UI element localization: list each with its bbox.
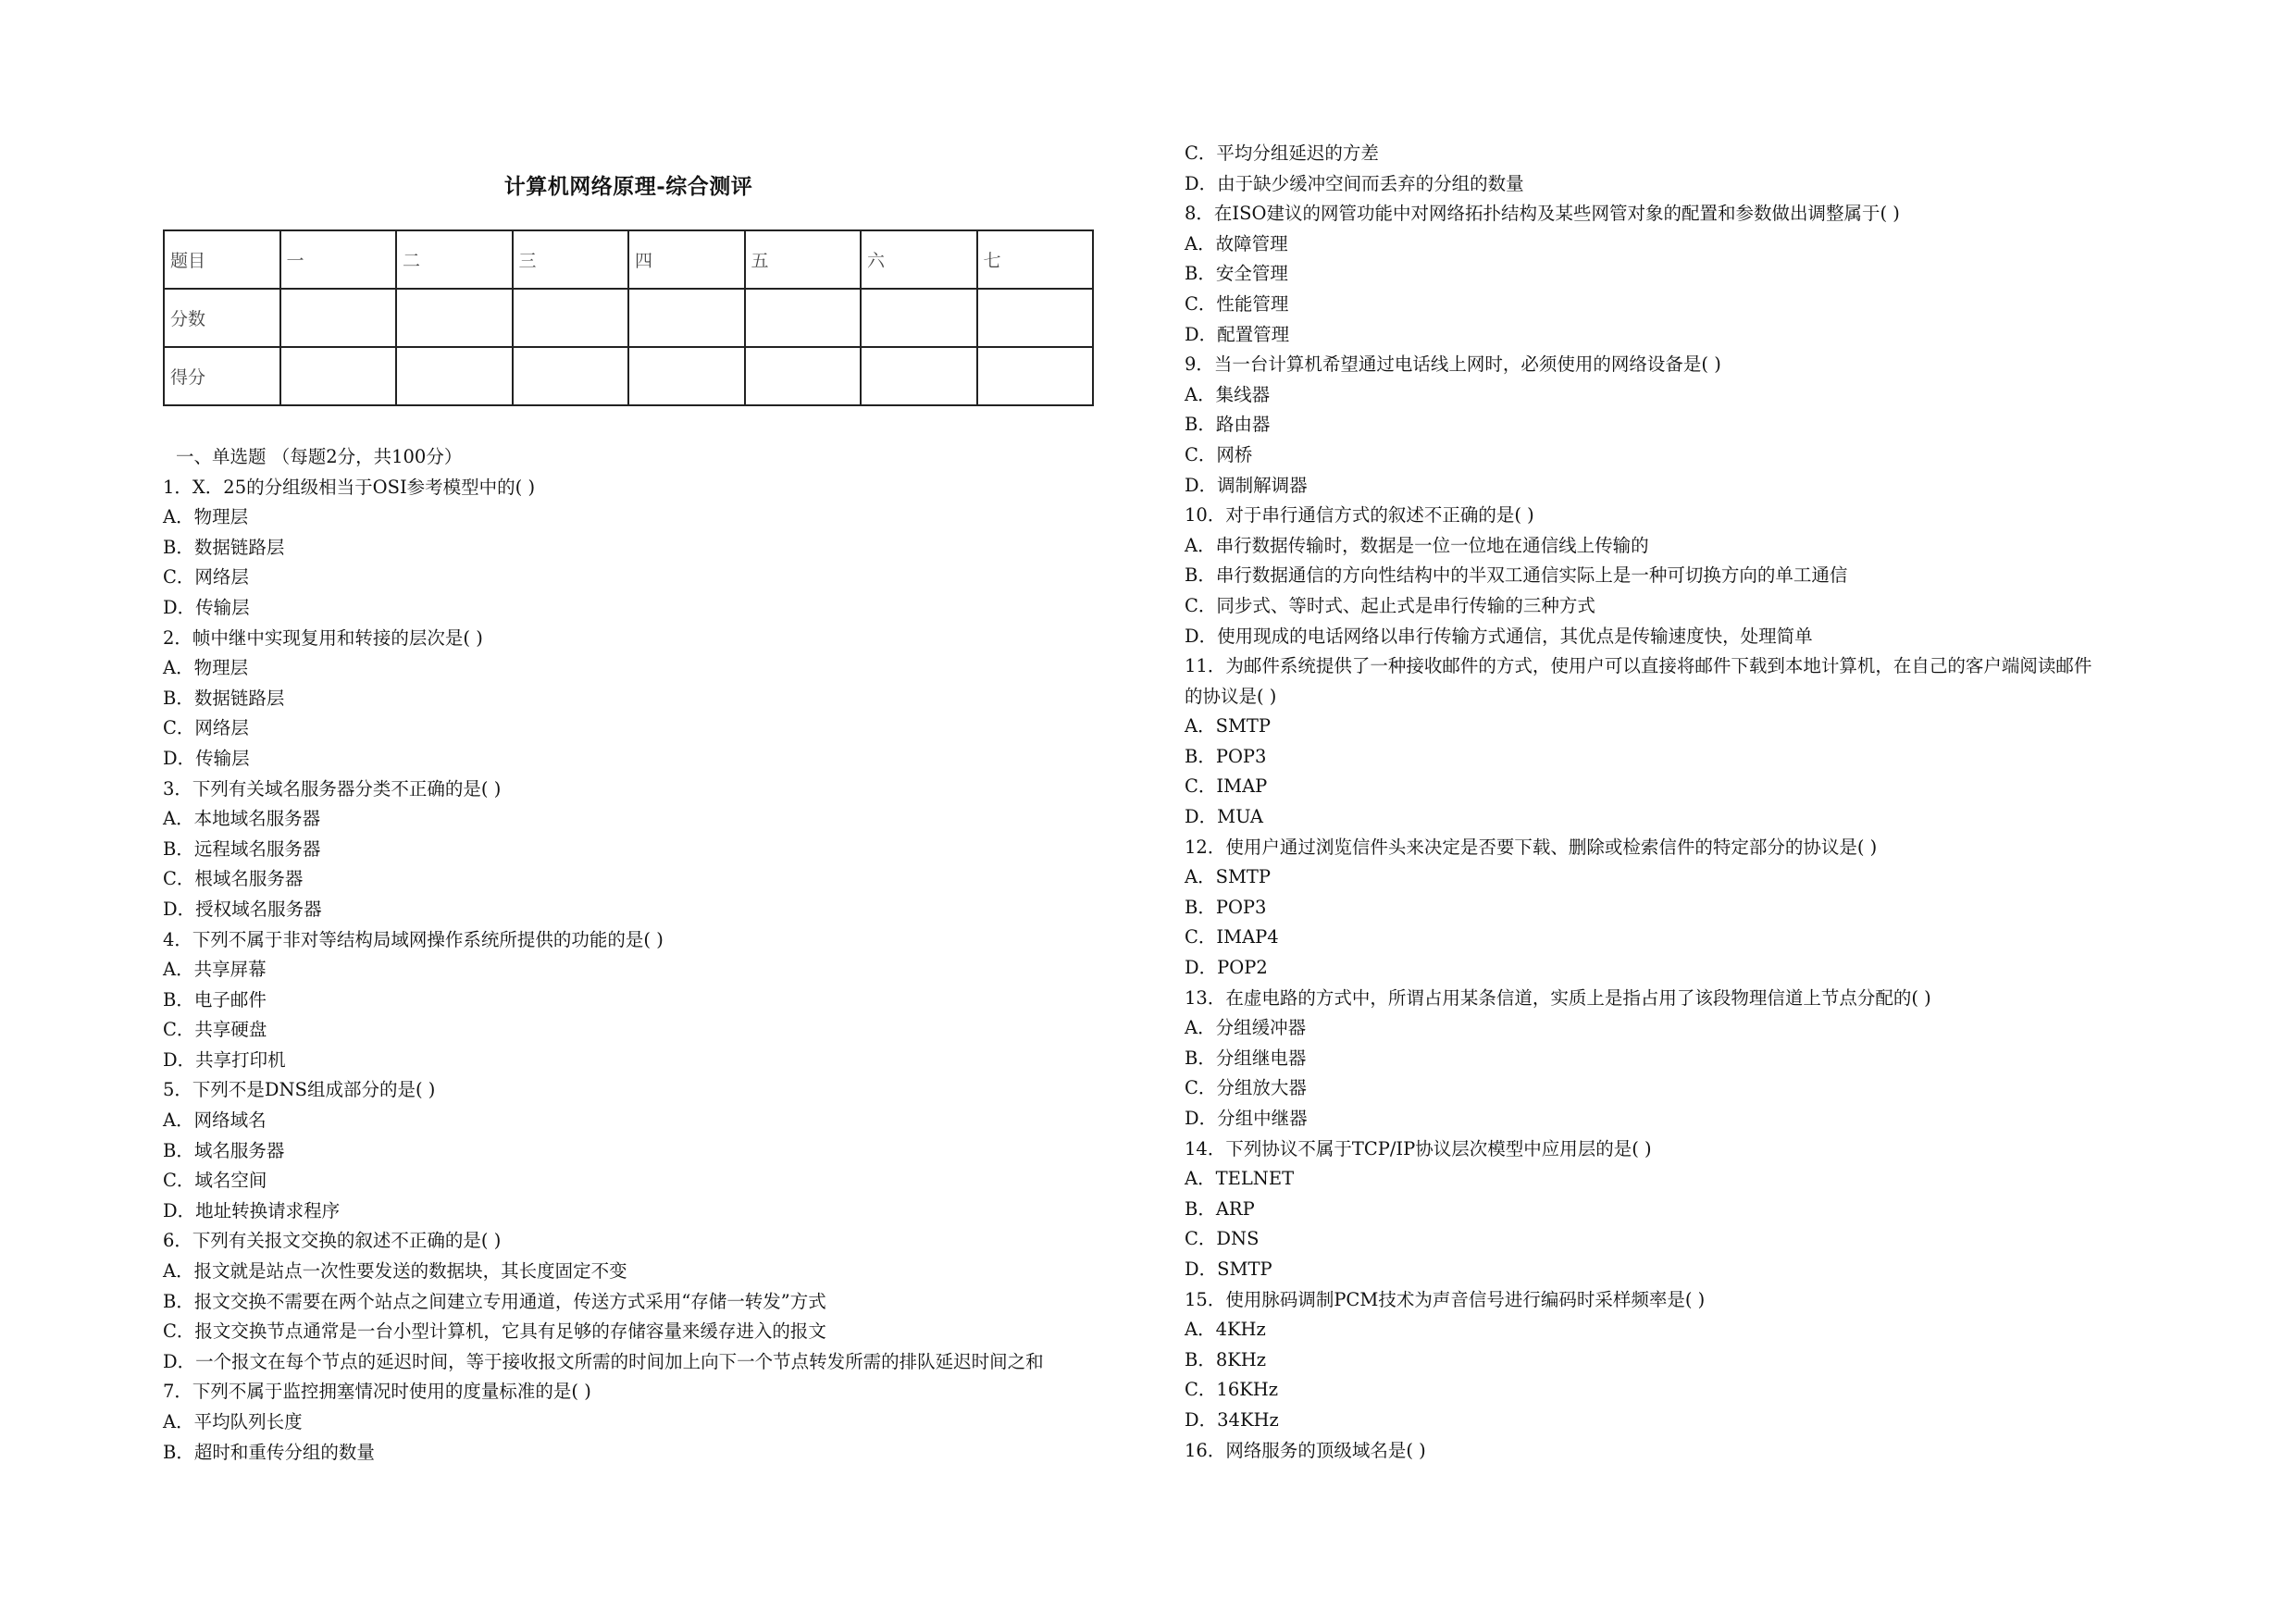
question-line: B．POP3	[1185, 745, 1267, 767]
score-table-row	[164, 289, 1093, 347]
question-line: 7．下列不属于监控拥塞情况时使用的度量标准的是( )	[163, 1381, 591, 1403]
right-question-list	[1185, 139, 2091, 1466]
question-line: B．分组继电器	[1185, 1047, 1307, 1069]
question-line: B．远程域名服务器	[163, 837, 321, 860]
question-line: D．MUA	[1185, 806, 1264, 828]
question-line: C．16KHz	[1185, 1379, 1279, 1401]
question-line: 3．下列有关域名服务器分类不正确的是( )	[163, 777, 502, 800]
question-line: D．传输层	[163, 596, 250, 618]
question-line: A．物理层	[163, 506, 249, 528]
page-title: 计算机网络原理-综合测评	[503, 174, 753, 199]
score-table-cell	[396, 289, 513, 347]
question-line: C．同步式、等时式、起止式是串行传输的三种方式	[1185, 594, 1595, 616]
question-line: D．配置管理	[1185, 323, 1290, 345]
score-table-cell	[977, 289, 1094, 347]
score-table-cell	[745, 289, 862, 347]
question-line: D．34KHz	[1185, 1408, 1279, 1431]
question-line: B．串行数据通信的方向性结构中的半双工通信实际上是一种可切换方向的单工通信	[1185, 564, 1848, 587]
question-line: C．根域名服务器	[163, 868, 304, 890]
question-line: B．POP3	[1185, 896, 1267, 918]
score-table-cell: 七	[977, 230, 1094, 289]
question-line: 12．使用户通过浏览信件头来决定是否要下载、删除或检索信件的特定部分的协议是( )	[1185, 836, 1878, 858]
score-table-row-label: 得分	[164, 347, 280, 405]
score-table-cell	[977, 347, 1094, 405]
question-line: A．平均队列长度	[163, 1411, 303, 1432]
question-line: D．地址转换请求程序	[163, 1199, 341, 1221]
question-line: A．SMTP	[1185, 715, 1272, 738]
score-table-cell	[513, 347, 629, 405]
question-line: A．物理层	[163, 657, 249, 679]
question-line: D．传输层	[163, 747, 250, 769]
question-line: C．报文交换节点通常是一台小型计算机，它具有足够的存储容量来缓存进入的报文	[163, 1320, 826, 1343]
question-line: D．POP2	[1185, 957, 1268, 979]
question-line: B．域名服务器	[163, 1139, 285, 1161]
score-table-cell: 三	[513, 230, 629, 289]
question-line: C．IMAP	[1185, 775, 1268, 798]
question-line: C．网桥	[1185, 443, 1253, 465]
question-line: B．数据链路层	[163, 687, 285, 709]
question-line: 一、单选题 （每题2分，共100分）	[176, 446, 463, 467]
question-line: C．IMAP4	[1185, 926, 1279, 948]
score-table-cell	[280, 289, 397, 347]
question-line: 1．X．25的分组级相当于OSI参考模型中的( )	[163, 476, 536, 498]
question-line: A．串行数据传输时，数据是一位一位地在通信线上传输的	[1185, 534, 1649, 556]
score-table-row	[164, 347, 1093, 405]
score-table-row-label: 分数	[164, 289, 280, 347]
question-line: 13．在虚电路的方式中，所谓占用某条信道，实质上是指占用了该段物理信道上节点分配的( )	[1185, 986, 1931, 1009]
score-table-cell	[513, 289, 629, 347]
question-line: A．TELNET	[1185, 1168, 1295, 1190]
question-line: A．集线器	[1185, 383, 1271, 405]
question-line: 15．使用脉码调制PCM技术为声音信号进行编码时采样频率是( )	[1185, 1288, 1706, 1310]
question-line: D．分组中继器	[1185, 1108, 1308, 1129]
question-line: B．电子邮件	[163, 988, 267, 1010]
question-line: A．报文就是站点一次性要发送的数据块，其长度固定不变	[163, 1260, 627, 1283]
question-line: A．SMTP	[1185, 866, 1272, 888]
question-line: B．数据链路层	[163, 536, 285, 558]
score-table-cell: 四	[628, 230, 745, 289]
score-table-cell: 二	[396, 230, 513, 289]
question-line: A．分组缓冲器	[1185, 1017, 1307, 1039]
question-line: C．域名空间	[163, 1170, 267, 1192]
question-line: B．超时和重传分组的数量	[163, 1441, 375, 1463]
question-line: C．分组放大器	[1185, 1077, 1307, 1099]
score-table-header-row	[164, 230, 1093, 289]
question-line: 5．下列不是DNS组成部分的是( )	[163, 1079, 436, 1101]
score-table-cell	[861, 347, 977, 405]
left-question-list	[163, 442, 1044, 1468]
question-line: C．网络层	[163, 717, 249, 739]
question-line: D．授权域名服务器	[163, 898, 322, 920]
question-line: B．8KHz	[1185, 1348, 1267, 1370]
question-line: 的协议是( )	[1185, 685, 1277, 707]
score-table-cell: 五	[745, 230, 862, 289]
question-line: B．安全管理	[1185, 263, 1288, 285]
question-line: B．报文交换不需要在两个站点之间建立专用通道，传送方式采用“存储一转发”方式	[163, 1290, 826, 1312]
question-line: D．由于缺少缓冲空间而丢弃的分组的数量	[1185, 172, 1524, 194]
question-line: C．共享硬盘	[163, 1019, 267, 1041]
score-table-cell: 六	[861, 230, 977, 289]
question-line: D．SMTP	[1185, 1258, 1272, 1280]
question-line: A．故障管理	[1185, 232, 1288, 254]
question-line: 6．下列有关报文交换的叙述不正确的是( )	[163, 1230, 502, 1252]
question-line: 14．下列协议不属于TCP/IP协议层次模型中应用层的是( )	[1185, 1137, 1652, 1159]
question-line: A．共享屏幕	[163, 959, 267, 981]
question-line: A．4KHz	[1185, 1319, 1266, 1341]
score-table-cell	[628, 347, 745, 405]
question-line: D．调制解调器	[1185, 474, 1308, 496]
question-line: 11．为邮件系统提供了一种接收邮件的方式，使用户可以直接将邮件下载到本地计算机，在自己的客户端阅读邮件	[1185, 655, 2092, 677]
question-line: B．ARP	[1185, 1197, 1255, 1220]
question-line: 16．网络服务的顶级域名是( )	[1185, 1439, 1426, 1461]
question-line: D．一个报文在每个节点的延迟时间，等于接收报文所需的时间加上向下一个节点转发所需的排队延迟时间之和	[163, 1350, 1044, 1372]
question-line: C．性能管理	[1185, 292, 1289, 315]
question-line: B．路由器	[1185, 414, 1271, 436]
question-line: D．使用现成的电话网络以串行传输方式通信，其优点是传输速度快，处理简单	[1185, 625, 1813, 647]
score-table-cell	[280, 347, 397, 405]
score-table-cell	[861, 289, 977, 347]
score-table	[163, 229, 1094, 406]
score-table-cell: 一	[280, 230, 397, 289]
question-line: A．网络域名	[163, 1110, 267, 1132]
question-line: 4．下列不属于非对等结构局域网操作系统所提供的功能的是( )	[163, 928, 664, 950]
score-table-cell	[745, 347, 862, 405]
score-table-row-label: 题目	[164, 230, 280, 289]
score-table-cell	[396, 347, 513, 405]
question-line: 9．当一台计算机希望通过电话线上网时，必须使用的网络设备是( )	[1185, 353, 1721, 376]
question-line: C．平均分组延迟的方差	[1185, 143, 1379, 164]
question-line: 8．在ISO建议的网管功能中对网络拓扑结构及某些网管对象的配置和参数做出调整属于( )	[1185, 203, 1900, 225]
question-line: 2．帧中继中实现复用和转接的层次是( )	[163, 626, 483, 649]
score-table-cell	[628, 289, 745, 347]
question-line: A．本地域名服务器	[163, 808, 321, 830]
question-line: 10．对于串行通信方式的叙述不正确的是( )	[1185, 504, 1534, 527]
question-line: C．网络层	[163, 566, 249, 589]
question-line: C．DNS	[1185, 1228, 1260, 1250]
question-line: D．共享打印机	[163, 1048, 286, 1071]
